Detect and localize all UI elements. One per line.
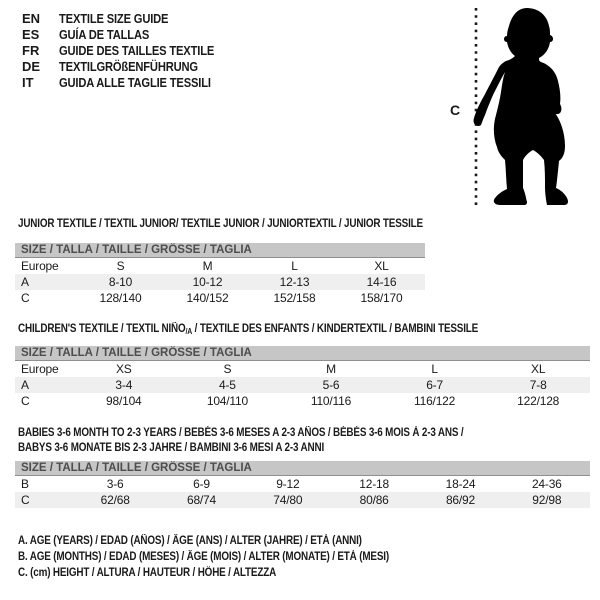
age-cell: 3-4 [115, 378, 133, 392]
size-header-text: SIZE / TALLA / TAILLE / GRÖSSE / TAGLIA [21, 347, 252, 359]
age-cell: 8-10 [108, 275, 133, 289]
height-cell: 98/104 [106, 394, 142, 408]
children-size-table [15, 346, 590, 409]
language-title: TEXTILE SIZE GUIDE [59, 11, 169, 26]
size-header-text: SIZE / TALLA / TAILLE / GRÖSSE / TAGLIA [21, 244, 252, 256]
row-label: C [21, 493, 30, 507]
language-code: ES [22, 27, 40, 42]
height-cell: 110/116 [310, 394, 352, 408]
height-cell: 140/152 [186, 291, 229, 305]
height-cell: 80/86 [359, 493, 389, 507]
language-row-fr [22, 43, 239, 59]
table-row-age [15, 274, 425, 290]
age-cell: 10-12 [192, 275, 223, 289]
age-cell: 12-18 [359, 477, 389, 491]
height-cell: 86/92 [445, 493, 475, 507]
language-title: GUÍA DE TALLAS [59, 27, 150, 42]
babies-title-line2: BABYS 3-6 MONATE BIS 2-3 JAHRE / BAMBINI 3-6 MESI A 2-3 ANNI [18, 442, 325, 454]
table-row-europe [15, 361, 590, 377]
size-cell: XL [374, 259, 389, 273]
baby-figure [440, 2, 590, 214]
legend-line-c: C. (cm) HEIGHT / ALTURA / HAUTEUR / HÖHE / ALTEZZA [18, 567, 277, 579]
language-code: FR [22, 43, 40, 58]
height-cell: 104/110 [206, 394, 248, 408]
row-label: C [21, 394, 30, 408]
language-title: GUIDA ALLE TAGLIE TESSILI [59, 75, 211, 90]
size-cell: M [202, 259, 213, 273]
table-row-height [15, 492, 590, 508]
table-row-age [15, 377, 590, 393]
language-row-es [22, 27, 239, 43]
height-cell: 158/170 [360, 291, 403, 305]
table-row-europe [15, 258, 425, 274]
age-cell: 4-5 [219, 378, 236, 392]
size-header-bar [15, 243, 425, 258]
age-cell: 18-24 [445, 477, 476, 491]
row-label: Europe [21, 362, 59, 376]
size-cell: S [116, 259, 125, 273]
size-cell: XL [531, 362, 546, 376]
row-label: Europe [21, 259, 59, 273]
height-measure-label: C [449, 102, 461, 118]
babies-size-table [15, 461, 590, 508]
title-sub: /A [185, 327, 193, 336]
junior-size-table [15, 243, 425, 306]
legend-line-b: B. AGE (MONTHS) / EDAD (MESES) / ÂGE (MOIS) / ALTER (MONATE) / ETÀ (MESI) [18, 551, 389, 563]
title-post: / TEXTILE DES ENFANTS / KINDERTEXTIL / BAMBINI TESSILE [192, 323, 479, 335]
table-row-height [15, 393, 590, 409]
language-title: GUIDE DES TAILLES TEXTILE [59, 43, 215, 58]
height-cell: 62/68 [100, 493, 130, 507]
age-cell: 3-6 [106, 477, 124, 491]
size-cell: XS [115, 362, 132, 376]
age-cell: 9-12 [276, 477, 300, 491]
age-cell: 7-8 [529, 378, 547, 392]
size-header-bar [15, 461, 590, 476]
language-code: IT [22, 75, 34, 90]
height-cell: 122/128 [517, 394, 560, 408]
language-list [22, 11, 239, 91]
height-cell: 128/140 [99, 291, 142, 305]
baby-silhouette [474, 8, 568, 205]
height-cell: 116/122 [414, 394, 456, 408]
age-cell: 6-7 [426, 378, 443, 392]
size-cell: S [223, 362, 232, 376]
table-row-age-months [15, 476, 590, 492]
height-cell: 68/74 [186, 493, 216, 507]
size-cell: L [291, 259, 298, 273]
age-cell: 24-36 [531, 477, 562, 491]
babies-textile-title [18, 426, 536, 456]
row-label: B [21, 477, 29, 491]
language-row-en [22, 11, 239, 27]
age-cell: 5-6 [322, 378, 340, 392]
children-textile-title [18, 322, 553, 339]
language-code: DE [22, 59, 41, 74]
size-header-bar [15, 346, 590, 361]
age-cell: 6-9 [193, 477, 210, 491]
row-label: A [21, 275, 29, 289]
language-title: TEXTILGRÖßENFÜHRUNG [59, 59, 198, 74]
size-cell: L [431, 362, 438, 376]
legend [18, 533, 449, 581]
junior-textile-title [18, 217, 489, 232]
language-row-de [22, 59, 239, 75]
junior-textile-title-text: JUNIOR TEXTILE / TEXTIL JUNIOR/ TEXTILE JUNIOR / JUNIORTEXTIL / JUNIOR TESSILE [18, 218, 423, 230]
age-cell: 12-13 [279, 275, 310, 289]
age-cell: 14-16 [366, 275, 397, 289]
height-cell: 152/158 [273, 291, 316, 305]
table-row-height [15, 290, 425, 306]
language-code: EN [22, 11, 41, 26]
size-cell: M [326, 362, 336, 376]
language-row-it [22, 75, 239, 91]
row-label: A [21, 378, 29, 392]
children-textile-title-text [18, 322, 478, 339]
height-cell: 92/98 [532, 493, 562, 507]
title-pre: CHILDREN'S TEXTILE / TEXTIL NIÑO [18, 323, 186, 335]
height-cell: 74/80 [273, 493, 303, 507]
row-label: C [21, 291, 30, 305]
legend-line-a: A. AGE (YEARS) / EDAD (AÑOS) / ÂGE (ANS) / ALTER (JAHRE) / ETÀ (ANNI) [18, 535, 362, 547]
size-header-text: SIZE / TALLA / TAILLE / GRÖSSE / TAGLIA [21, 462, 252, 474]
babies-title-line1: BABIES 3-6 MONTH TO 2-3 YEARS / BEBÉS 3-6 MESES A 2-3 AÑOS / BÉBÉS 3-6 MOIS À 2-3 ANS / [18, 427, 464, 439]
